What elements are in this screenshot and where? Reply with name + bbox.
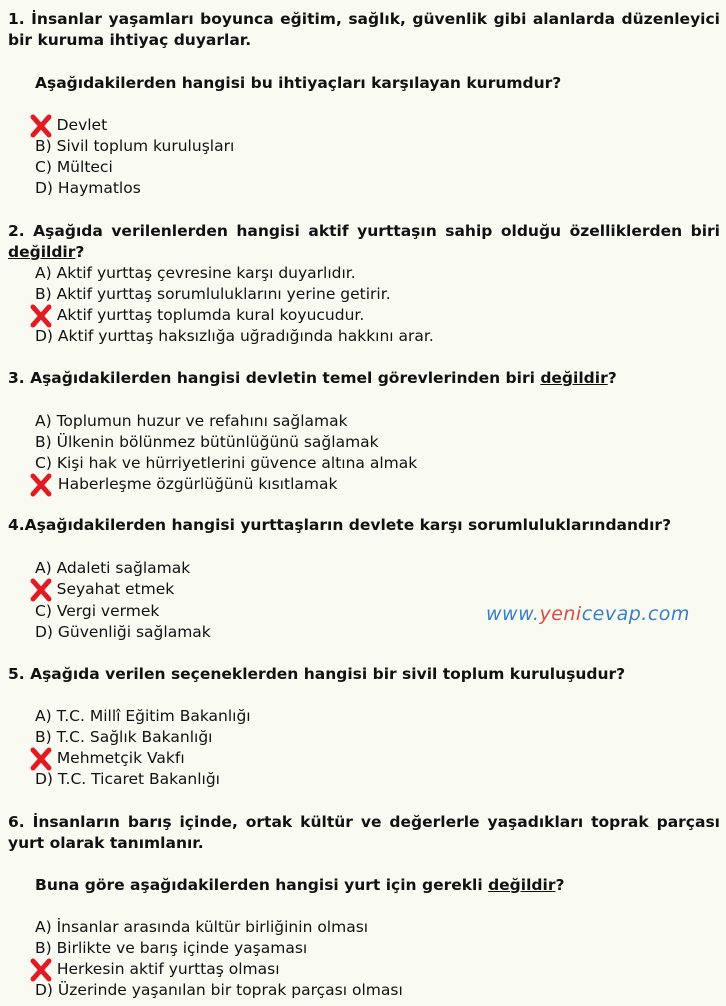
x-mark-icon <box>30 114 52 138</box>
site-watermark: www.yenicevap.com <box>486 603 690 625</box>
q2-stem: 2. Aşağıda verilenlerden hangisi aktif yurttaşın sahip olduğu özelliklerden biri değildir? <box>8 222 720 261</box>
q5-option-c[interactable]: Mehmetçik Vakfı <box>35 748 715 769</box>
x-mark-icon <box>30 578 52 602</box>
q5-option-a[interactable]: A) T.C. Millî Eğitim Bakanlığı <box>35 707 251 725</box>
q2-option-b[interactable]: B) Aktif yurttaş sorumluluklarını yerine getirir. <box>35 285 391 303</box>
q2-option-c[interactable]: Aktif yurttaş toplumda kural koyucudur. <box>35 305 715 326</box>
q1-option-b[interactable]: B) Sivil toplum kuruluşları <box>35 137 235 155</box>
q1-option-c[interactable]: C) Mülteci <box>35 158 113 176</box>
x-mark-icon <box>30 747 52 771</box>
q3-option-d[interactable]: Haberleşme özgürlüğünü kısıtlamak <box>35 474 715 495</box>
x-mark-icon <box>30 958 52 982</box>
q3-stem: 3. Aşağıdakilerden hangisi devletin temel görevlerinden biri değildir? <box>8 369 617 387</box>
q6-option-c[interactable]: Herkesin aktif yurttaş olması <box>35 959 715 980</box>
q6-prompt: Buna göre aşağıdakilerden hangisi yurt için gerekli değildir? <box>35 876 565 894</box>
q4-option-a[interactable]: A) Adaleti sağlamak <box>35 559 191 577</box>
q3-option-b[interactable]: B) Ülkenin bölünmez bütünlüğünü sağlamak <box>35 433 379 451</box>
x-mark-icon <box>30 473 52 497</box>
q4-option-b[interactable]: Seyahat etmek <box>35 579 715 600</box>
q1-option-a[interactable]: Devlet <box>35 115 715 136</box>
q4-option-c[interactable]: C) Vergi vermek <box>35 602 160 620</box>
q5-option-d[interactable]: D) T.C. Ticaret Bakanlığı <box>35 770 220 788</box>
q6-option-b[interactable]: B) Birlikte ve barış içinde yaşaması <box>35 939 308 957</box>
q2-option-d[interactable]: D) Aktif yurttaş haksızlığa uğradığında hakkını arar. <box>35 327 434 345</box>
q1-prompt: Aşağıdakilerden hangisi bu ihtiyaçları karşılayan kurumdur? <box>35 74 562 92</box>
q4-option-d[interactable]: D) Güvenliği sağlamak <box>35 623 211 641</box>
q5-option-b[interactable]: B) T.C. Sağlık Bakanlığı <box>35 728 213 746</box>
q3-option-a[interactable]: A) Toplumun huzur ve refahını sağlamak <box>35 412 348 430</box>
q4-stem: 4.Aşağıdakilerden hangisi yurttaşların devlete karşı sorumluluklarındandır? <box>8 516 672 534</box>
q5-stem: 5. Aşağıda verilen seçeneklerden hangisi bir sivil toplum kuruluşudur? <box>8 665 626 683</box>
x-mark-icon <box>30 304 52 328</box>
q3-option-c[interactable]: C) Kişi hak ve hürriyetlerini güvence altına almak <box>35 454 418 472</box>
q1-option-d[interactable]: D) Haymatlos <box>35 179 141 197</box>
q6-option-a[interactable]: A) İnsanlar arasında kültür birliğinin olması <box>35 918 369 936</box>
q2-option-a[interactable]: A) Aktif yurttaş çevresine karşı duyarlıdır. <box>35 264 356 282</box>
q1-stem: 1. İnsanlar yaşamları boyunca eğitim, sağlık, güvenlik gibi alanlarda düzenleyici bir kuruma ihtiyaç duyarlar. <box>8 10 720 49</box>
q6-option-d[interactable]: D) Üzerinde yaşanılan bir toprak parçası olması <box>35 981 403 999</box>
q6-stem: 6. İnsanların barış içinde, ortak kültür ve değerlerle yaşadıkları toprak parçası yurt olarak tanımlanır. <box>8 813 720 852</box>
